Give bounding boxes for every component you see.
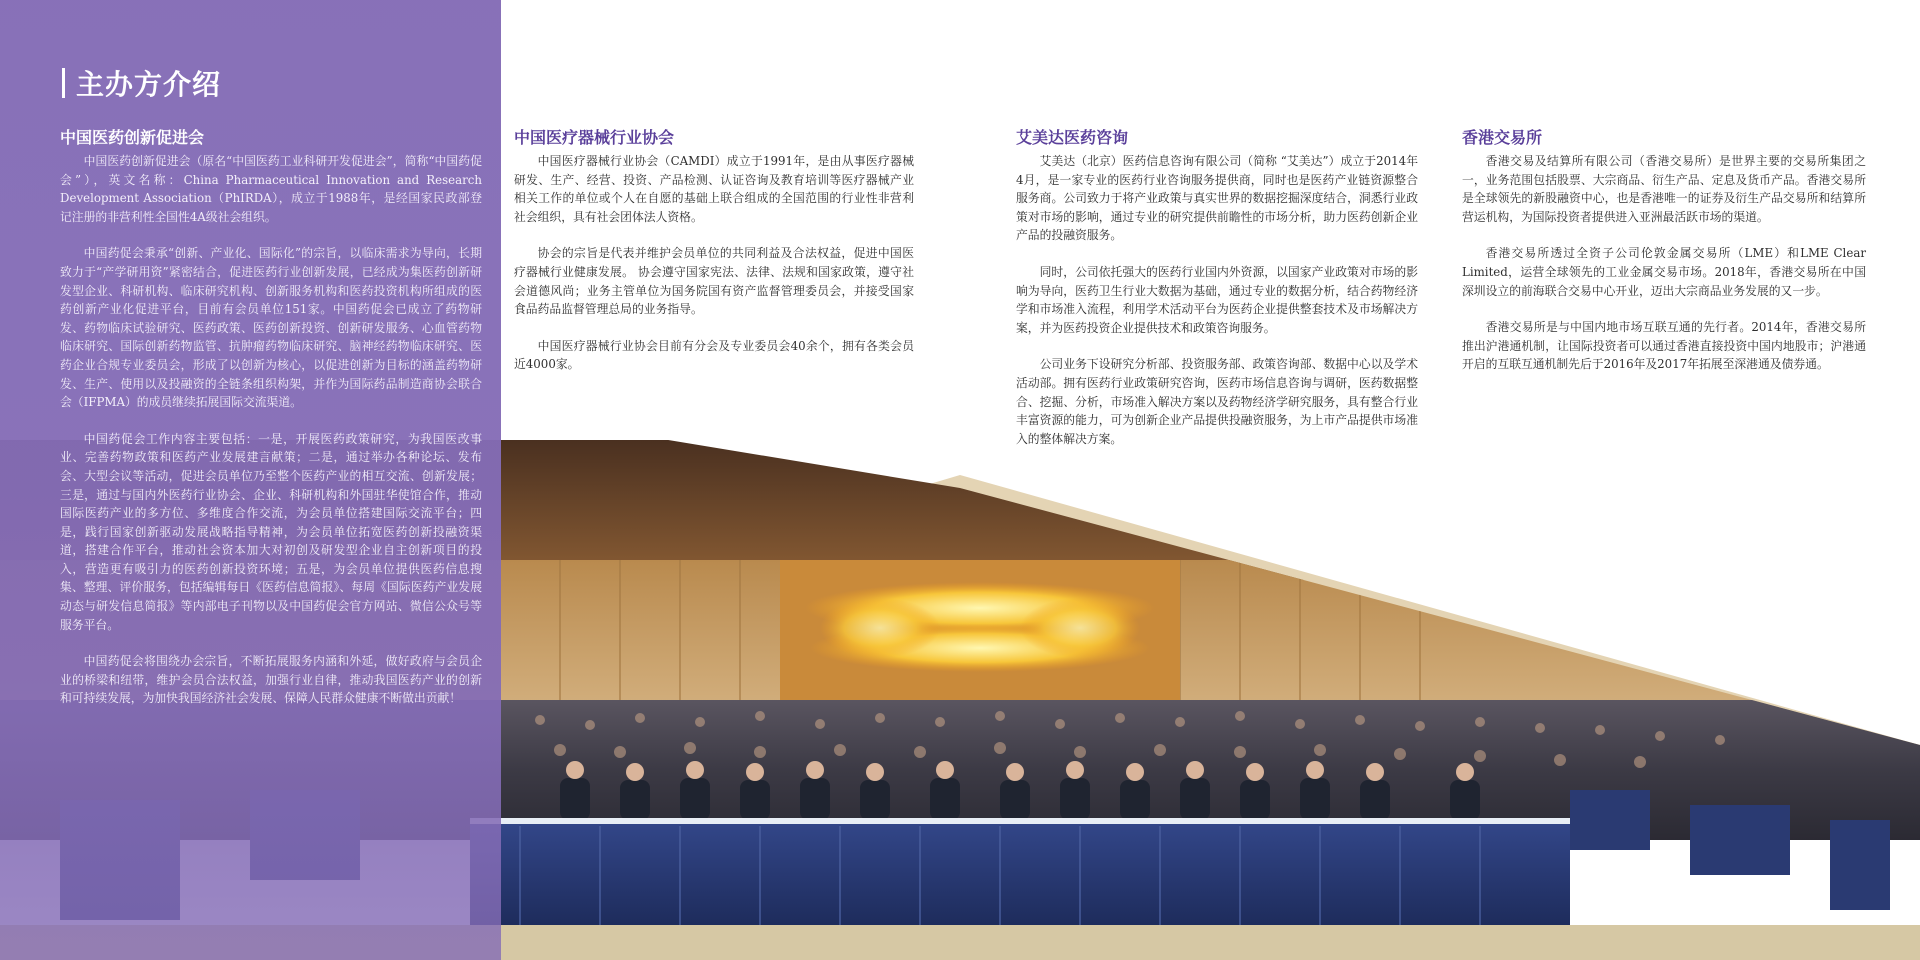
org-body-aimeida bbox=[1016, 152, 1418, 466]
paragraph: 中国药促会秉承“创新、产业化、国际化”的宗旨，以临床需求为导向，长期致力于“产学研用资”紧密结合，促进医药行业创新发展，已经成为集医药创新研发型企业、科研机构、临床研究机构、创新服务机构和医药投资机构所组成的医药创新产业化促进平台，目前有会员单位151家。中国药促会已成立了药物研发、药物临床试验研究、医药政策、医药创新投资、创新研发服务、心血管药物临床研究、国际创新药物监管、抗肿瘤药物临床研究、脑神经药物临床研究、医药企业合规专业委员会，形成了以创新为核心，以促进创新为目标的涵盖药物研发、生产、使用以及投融资的全链条组织构架，并作为国际药品制造商协会联合会（IFPMA）的成员继续拓展国际交流渠道。 bbox=[60, 246, 482, 410]
paragraph: 香港交易所是与中国内地市场互联互通的先行者。2014年，香港交易所推出沪港通机制，让国际投资者可以通过香港直接投资中国内地股市；沪港通开启的互联互通机制先后于2016年及2017年拓展至深港通及债券通。 bbox=[1462, 320, 1866, 372]
paragraph: 协会的宗旨是代表并维护会员单位的共同利益及合法权益，促进中国医疗器械行业健康发展。 协会遵守国家宪法、法律、法规和国家政策，遵守社会道德风尚；业务主管单位为国务院国有资产监督管理委员会，并接受国家食品药品监督管理总局的业务指导。 bbox=[514, 246, 914, 317]
org-title-phirda: 中国医药创新促进会 bbox=[60, 128, 205, 147]
paragraph: 中国医疗器械行业协会（CAMDI）成立于1991年，是由从事医疗器械研发、生产、经营、投资、产品检测、认证咨询及教育培训等医疗器械产业相关工作的单位或个人在自愿的基础上联合组成的全国范围的行业性非营利社会组织，具有社会团体法人资格。 bbox=[514, 154, 914, 224]
paragraph: 中国医药创新促进会（原名“中国医药工业科研开发促进会”，简称“中国药促会”），英文名称：China Pharmaceutical Innovation and Research Development Association（PhIRDA），成立于1988年，是经国家民政部登记注册的非营利性全国性4A级社会组织。 bbox=[60, 154, 482, 224]
paragraph: 艾美达（北京）医药信息咨询有限公司（简称 “艾美达”）成立于2014年4月，是一家专业的医药行业咨询服务提供商，同时也是医药产业链资源整合服务商。公司致力于将产业政策与真实世界的数据挖掘深度结合，洞悉行业政策对市场的影响，通过专业的研究提供前瞻性的市场分析，助力医药创新企业产品的投融资服务。 bbox=[1016, 154, 1418, 243]
org-title-camdi: 中国医疗器械行业协会 bbox=[514, 128, 675, 147]
paragraph: 公司业务下设研究分析部、投资服务部、政策咨询部、数据中心以及学术活动部。拥有医药行业政策研究咨询，医药市场信息咨询与调研，医药数据整合、挖掘、分析，市场准入解决方案以及药物经济学研究服务，具有整合行业丰富资源的能力，可为创新企业产品提供投融资服务，为上市产品提供市场准入的整体解决方案。 bbox=[1016, 357, 1418, 446]
title-accent-bar bbox=[62, 68, 65, 98]
paragraph: 香港交易及结算所有限公司（香港交易所）是世界主要的交易所集团之一，业务范围包括股票、大宗商品、衍生产品、定息及货币产品。香港交易所是全球领先的新股融资中心，也是香港唯一的证券及衍生产品交易所和结算所营运机构，为国际投资者提供进入亚洲最活跃市场的渠道。 bbox=[1462, 154, 1866, 224]
org-body-hkex bbox=[1462, 152, 1866, 392]
org-title-hkex: 香港交易所 bbox=[1462, 128, 1543, 147]
paragraph: 中国医疗器械行业协会目前有分会及专业委员会40余个，拥有各类会员近4000家。 bbox=[514, 338, 914, 372]
org-title-aimeida: 艾美达医药咨询 bbox=[1016, 128, 1129, 147]
paragraph: 中国药促会工作内容主要包括：一是，开展医药政策研究，为我国医改事业、完善药物政策和医药产业发展建言献策；二是，通过举办各种论坛、发布会、大型会议等活动，促进会员单位乃至整个医药产业的相互交流、创新发展；三是，通过与国内外医药行业协会、企业、科研机构和外国驻华使馆合作，推动国际医药产业的多方位、多维度合作交流，为会员单位搭建国际交流平台；四是，践行国家创新驱动发展战略指导精神，为会员单位拓宽医药创新投融资渠道，搭建合作平台，推动社会资本加大对初创及研发型企业自主创新项目的投入，营造更有吸引力的医药创新投资环境；五是，为会员单位提供医药信息搜集、整理、评价服务，包括编辑每日《医药信息简报》、每周《国际医药产业发展动态与研发信息简报》等内部电子刊物以及中国药促会官方网站、微信公众号等服务平台。 bbox=[60, 431, 482, 632]
paragraph: 同时，公司依托强大的医药行业国内外资源，以国家产业政策对市场的影响为导向，医药卫生行业大数据为基础，通过专业的数据分析，结合药物经济学和市场准入流程，利用学术活动平台为医药企业提供整套技术及市场解决方案，并为医药投资企业提供技术和政策咨询服务。 bbox=[1016, 264, 1418, 335]
page-title: 主办方介绍 bbox=[76, 68, 222, 101]
paragraph: 中国药促会将围绕办会宗旨，不断拓展服务内涵和外延，做好政府与会员企业的桥梁和纽带，维护会员合法权益，加强行业自律，推动我国医药产业的创新和可持续发展，为加快我国经济社会发展、保障人民群众健康不断做出贡献！ bbox=[60, 654, 482, 706]
org-body-camdi bbox=[514, 152, 914, 392]
paragraph: 香港交易所透过全资子公司伦敦金属交易所（LME）和LME Clear Limited，运营全球领先的工业金属交易市场。2018年，香港交易所在中国深圳设立的前海联合交易中心开业，迈出大宗商品业务发展的又一步。 bbox=[1462, 246, 1866, 298]
org-body-phirda bbox=[60, 152, 482, 726]
